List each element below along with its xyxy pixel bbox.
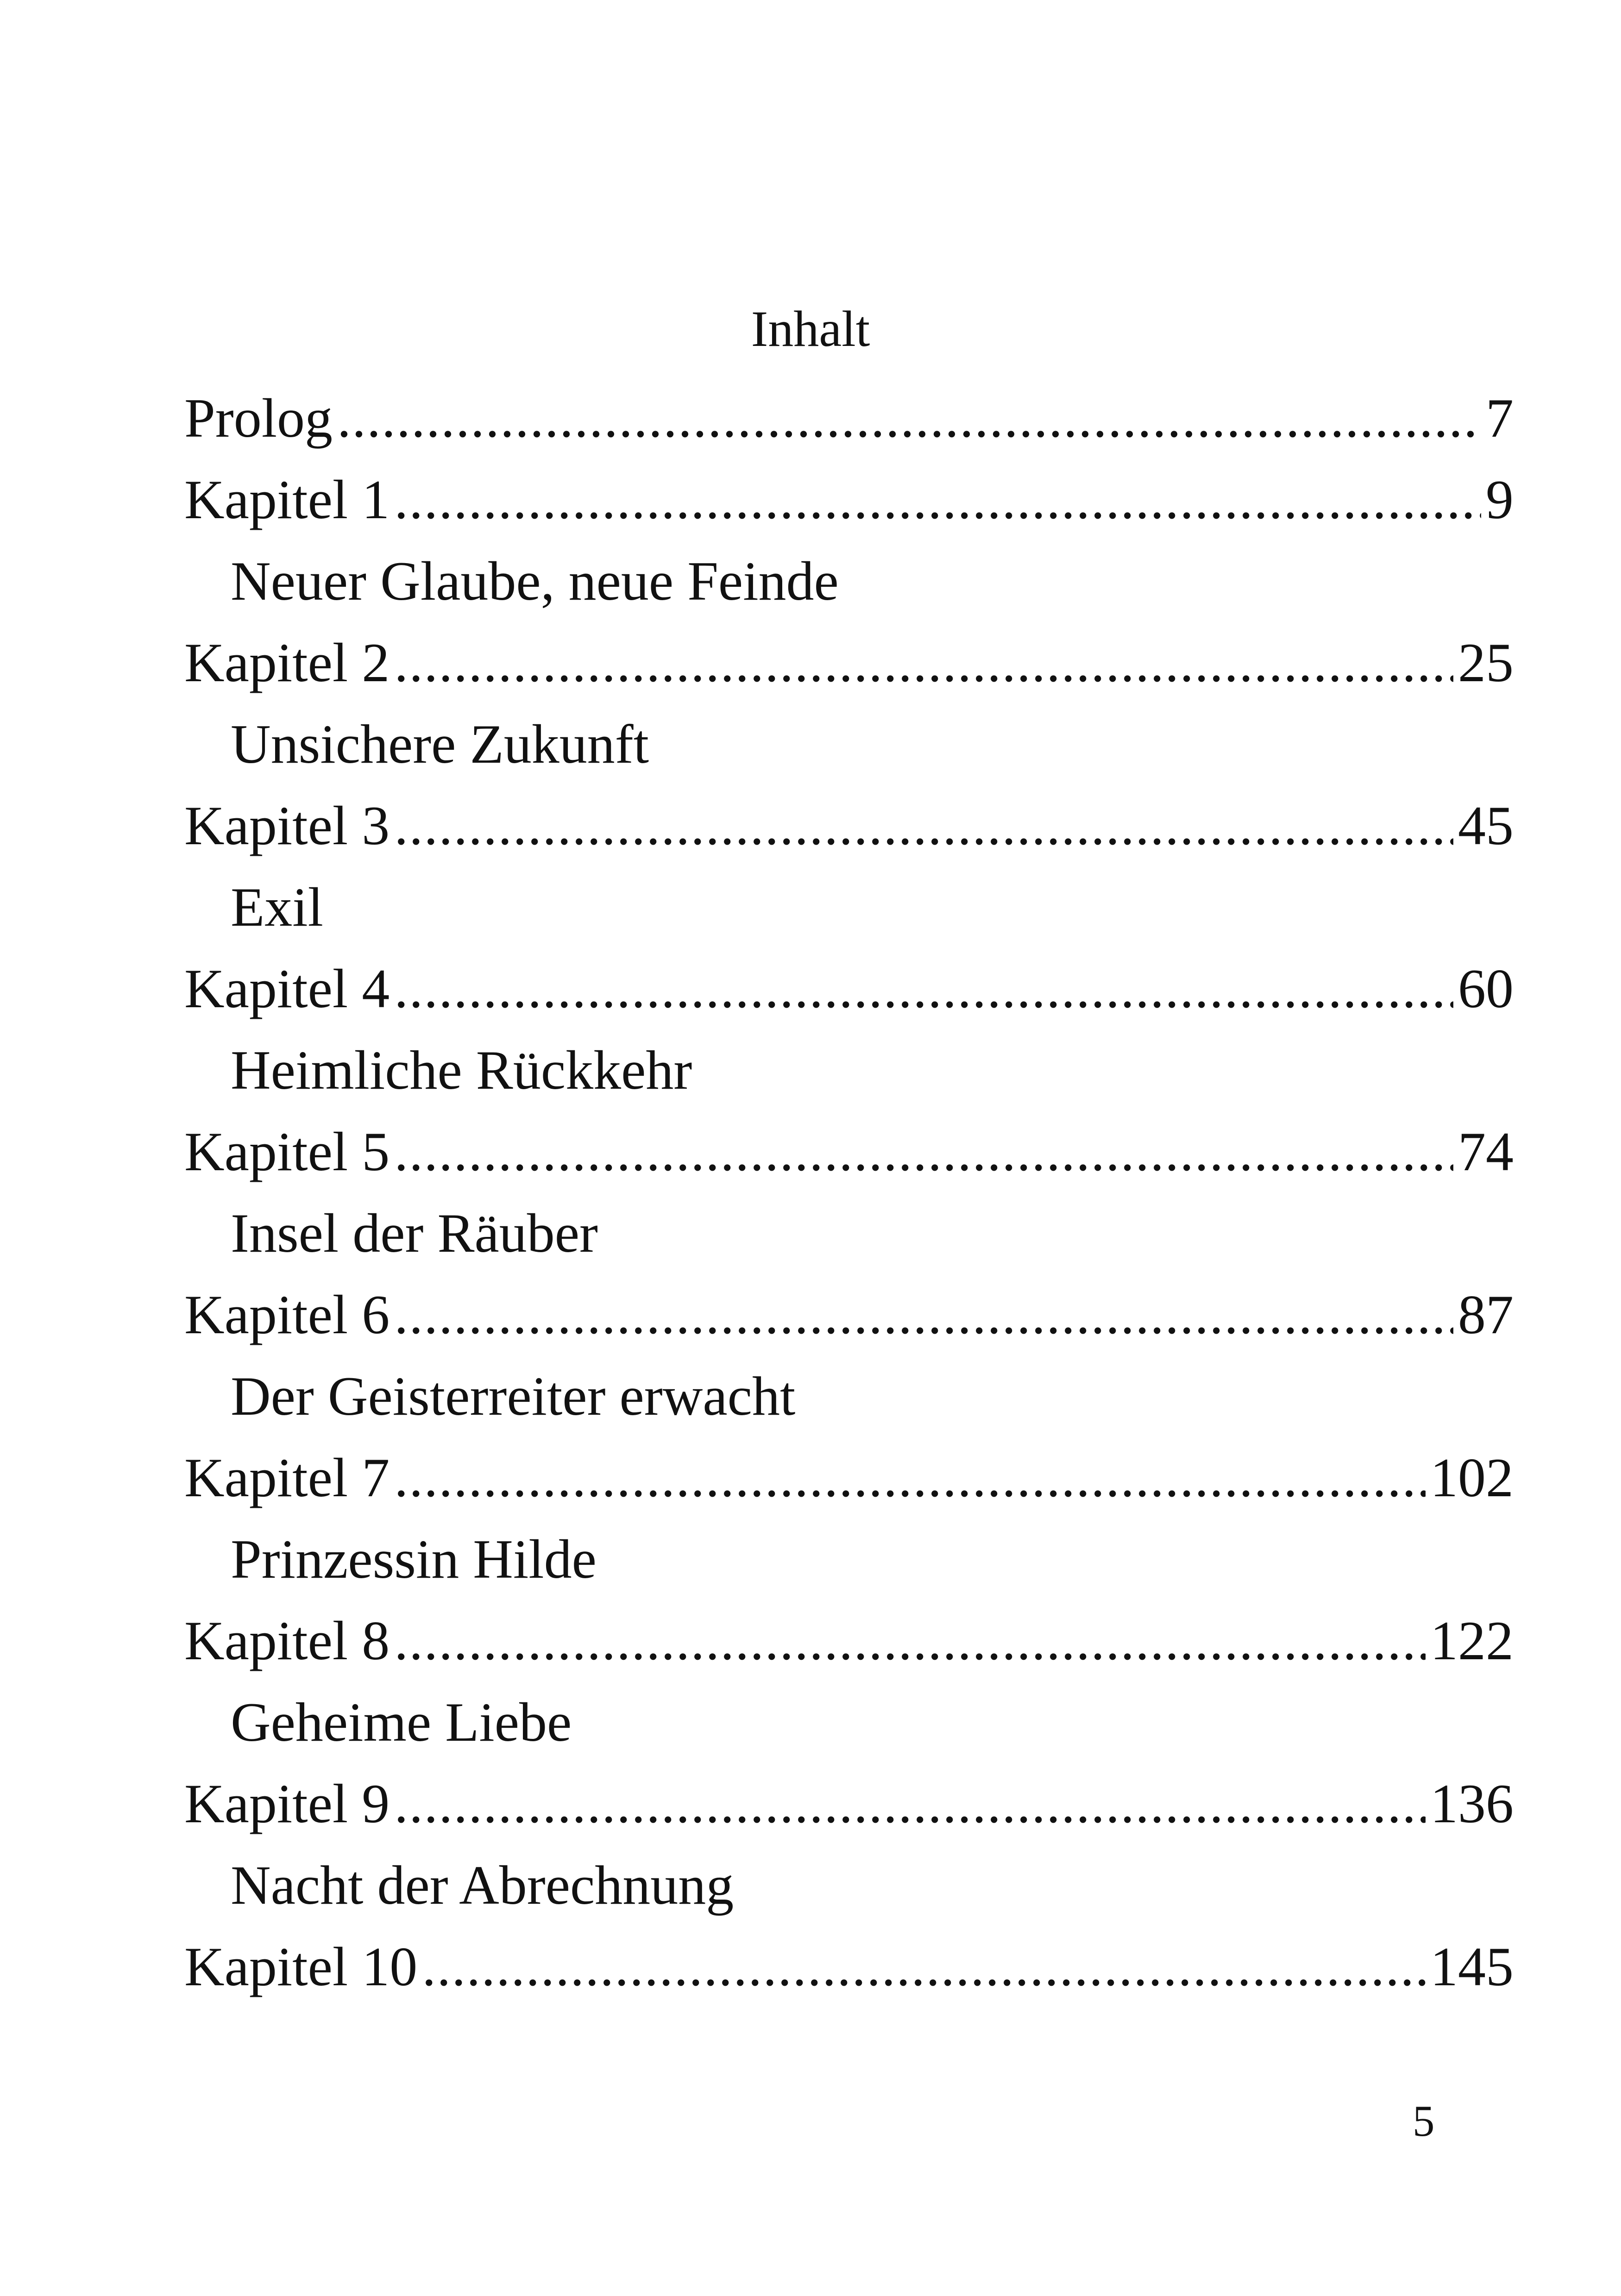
toc-chapter-subtitle bbox=[184, 703, 1514, 785]
page-number: 5 bbox=[1413, 2096, 1435, 2145]
toc-entry bbox=[184, 1274, 1514, 1355]
toc-entry-page: 7 bbox=[1486, 387, 1514, 449]
toc-entry bbox=[184, 1437, 1514, 1518]
toc-chapter-subtitle bbox=[184, 540, 1514, 622]
toc-entry-label: Kapitel 10 bbox=[184, 1936, 418, 1997]
toc-subtitle-text: Exil bbox=[231, 876, 323, 938]
toc-entry bbox=[184, 377, 1514, 459]
toc-entry-page: 102 bbox=[1430, 1447, 1514, 1508]
toc-subtitle-text: Neuer Glaube, neue Feinde bbox=[231, 550, 839, 612]
toc-subtitle-text: Unsichere Zukunft bbox=[231, 713, 649, 775]
toc-entry-label: Kapitel 8 bbox=[184, 1610, 390, 1671]
toc-dot-leader bbox=[394, 1274, 1453, 1355]
toc-dot-leader bbox=[394, 622, 1453, 703]
toc-entry bbox=[184, 1600, 1514, 1681]
toc-title: Inhalt bbox=[751, 301, 870, 357]
toc-entry bbox=[184, 785, 1514, 866]
toc-entry-page: 60 bbox=[1458, 958, 1514, 1019]
toc-entry-label: Kapitel 7 bbox=[184, 1447, 390, 1508]
toc-chapter-subtitle bbox=[184, 866, 1514, 948]
toc-dot-leader bbox=[394, 948, 1453, 1029]
toc-entry-page: 9 bbox=[1486, 469, 1514, 530]
toc-chapter-subtitle bbox=[184, 1681, 1514, 1763]
toc-list bbox=[184, 377, 1514, 2007]
toc-entry-label: Kapitel 9 bbox=[184, 1773, 390, 1834]
toc-dot-leader bbox=[337, 377, 1481, 459]
toc-dot-leader bbox=[422, 1926, 1426, 2007]
toc-entry-label: Kapitel 2 bbox=[184, 632, 390, 693]
toc-chapter-subtitle bbox=[184, 1029, 1514, 1111]
toc-entry-label: Prolog bbox=[184, 387, 333, 449]
toc-subtitle-text: Nacht der Abrechnung bbox=[231, 1854, 734, 1916]
toc-dot-leader bbox=[394, 1111, 1453, 1192]
toc-entry bbox=[184, 948, 1514, 1029]
toc-dot-leader bbox=[394, 459, 1481, 540]
toc-entry-page: 87 bbox=[1458, 1284, 1514, 1345]
toc-entry bbox=[184, 1111, 1514, 1192]
toc-chapter-subtitle bbox=[184, 1355, 1514, 1437]
toc-entry-label: Kapitel 4 bbox=[184, 958, 390, 1019]
toc-entry-label: Kapitel 1 bbox=[184, 469, 390, 530]
toc-chapter-subtitle bbox=[184, 1192, 1514, 1274]
toc-entry-page: 122 bbox=[1430, 1610, 1514, 1671]
toc-entry-page: 25 bbox=[1458, 632, 1514, 693]
toc-entry bbox=[184, 1763, 1514, 1844]
toc-subtitle-text: Geheime Liebe bbox=[231, 1691, 572, 1753]
toc-entry-label: Kapitel 3 bbox=[184, 795, 390, 856]
toc-dot-leader bbox=[394, 1600, 1426, 1681]
toc-entry-label: Kapitel 6 bbox=[184, 1284, 390, 1345]
toc-entry-page: 74 bbox=[1458, 1121, 1514, 1182]
toc-entry bbox=[184, 1926, 1514, 2007]
toc-subtitle-text: Prinzessin Hilde bbox=[231, 1528, 597, 1590]
toc-subtitle-text: Der Geisterreiter erwacht bbox=[231, 1365, 796, 1427]
toc-entry-page: 145 bbox=[1430, 1936, 1514, 1997]
toc-chapter-subtitle bbox=[184, 1844, 1514, 1926]
toc-subtitle-text: Heimliche Rückkehr bbox=[231, 1039, 692, 1101]
toc-entry bbox=[184, 622, 1514, 703]
toc-dot-leader bbox=[394, 785, 1453, 866]
toc-subtitle-text: Insel der Räuber bbox=[231, 1202, 598, 1264]
toc-dot-leader bbox=[394, 1437, 1426, 1518]
toc-chapter-subtitle bbox=[184, 1518, 1514, 1600]
toc-entry-label: Kapitel 5 bbox=[184, 1121, 390, 1182]
toc-entry-page: 45 bbox=[1458, 795, 1514, 856]
toc-entry bbox=[184, 459, 1514, 540]
toc-entry-page: 136 bbox=[1430, 1773, 1514, 1834]
toc-dot-leader bbox=[394, 1763, 1426, 1844]
